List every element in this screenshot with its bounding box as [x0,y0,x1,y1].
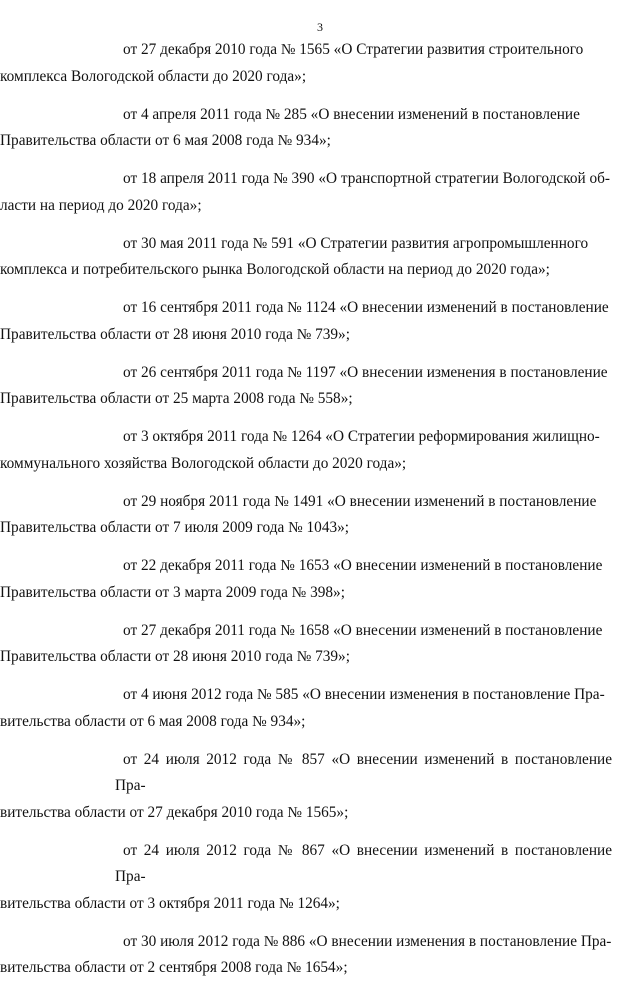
list-item [0,553,612,606]
list-item [0,231,612,284]
list-item [0,166,612,219]
item-continuation: комплекса и потребительского рынка Вологодской области на период до 2020 года»; [0,261,550,278]
item-first-line: от 24 июля 2012 года № 857 «О внесении изменений в постановление Пра- [115,750,612,794]
item-first-line: от 30 июля 2012 года № 886 «О внесении изменения в постановление Пра- [123,932,612,950]
list-item [0,747,612,827]
item-first-line: от 24 июля 2012 года № 867 «О внесении изменений в постановление Пра- [115,841,612,885]
item-first-line: от 4 апреля 2011 года № 285 «О внесении изменений в постановление [123,105,580,123]
item-first-line: от 27 декабря 2010 года № 1565 «О Стратегии развития строительного [123,41,584,58]
item-first-line: от 3 октября 2011 года № 1264 «О Стратегии реформирования жилищно- [123,428,600,445]
item-first-line: от 29 ноября 2011 года № 1491 «О внесении изменений в постановление [123,492,597,510]
list-item [0,682,612,735]
list-item [0,102,612,155]
list-item [0,37,612,90]
item-continuation: Правительства области от 28 июня 2010 года № 739»; [0,325,350,343]
item-continuation: коммунального хозяйства Вологодской области до 2020 года»; [0,454,407,472]
list-item [0,295,612,348]
item-first-line: от 16 сентября 2011 года № 1124 «О внесении изменений в постановление [123,299,609,316]
item-continuation: комплекса Вологодской области до 2020 года»; [0,67,307,85]
list-item [0,424,612,477]
document-body [0,37,612,993]
item-first-line: от 4 июня 2012 года № 585 «О внесении изменения в постановление Пра- [123,686,605,703]
list-item [0,618,612,671]
item-continuation: вительства области от 27 декабря 2010 года № 1565»; [0,803,349,821]
item-continuation: Правительства области от 25 марта 2008 года № 558»; [0,390,353,407]
item-first-line: от 30 мая 2011 года № 591 «О Стратегии развития агропромышленного [123,234,589,252]
item-continuation: вительства области от 6 мая 2008 года № 934»; [0,712,306,730]
item-continuation: Правительства области от 6 мая 2008 года № 934»; [0,132,331,149]
list-item [0,360,612,413]
item-first-line: от 27 декабря 2011 года № 1658 «О внесении изменений в постановление [123,621,603,639]
item-continuation: вительства области от 3 октября 2011 года № 1264»; [0,894,340,912]
item-first-line: от 22 декабря 2011 года № 1653 «О внесении изменений в постановление [123,557,603,574]
item-continuation: вительства области от 2 сентября 2008 года № 1654»; [0,959,348,976]
item-continuation: Правительства области от 3 марта 2009 года № 398»; [0,583,345,601]
page-number: 3 [317,20,323,34]
item-continuation: Правительства области от 28 июня 2010 года № 739»; [0,648,350,665]
item-first-line: от 26 сентября 2011 года № 1197 «О внесении изменения в постановление [123,363,608,381]
item-continuation: ласти на период до 2020 года»; [0,196,202,214]
item-continuation: Правительства области от 7 июля 2009 года № 1043»; [0,519,350,536]
list-item [0,929,612,982]
list-item [0,489,612,542]
item-first-line: от 18 апреля 2011 года № 390 «О транспортной стратегии Вологодской об- [123,170,611,187]
list-item [0,838,612,918]
